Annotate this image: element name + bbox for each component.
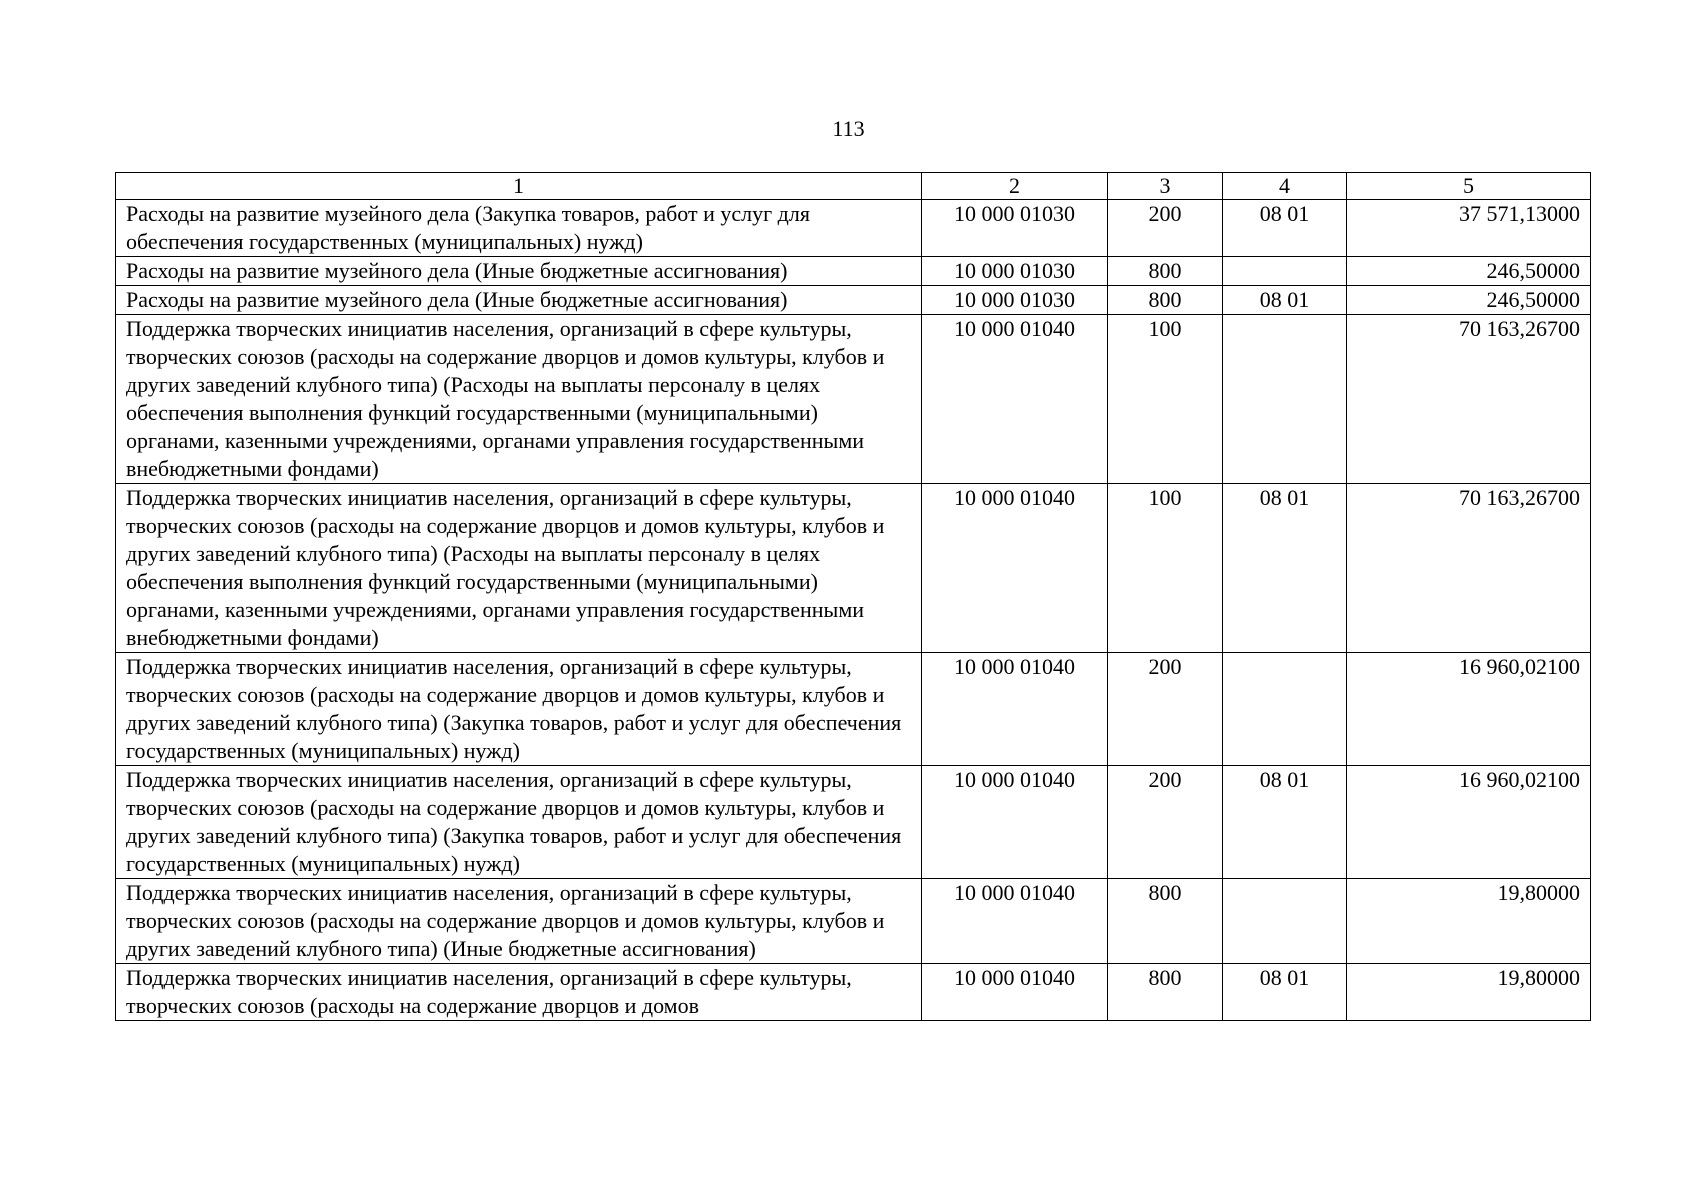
expense-name: Расходы на развитие музейного дела (Иные бюджетные ассигнования) [116, 286, 922, 315]
amount: 16 960,02100 [1347, 653, 1591, 766]
amount: 246,50000 [1347, 257, 1591, 286]
expense-type: 800 [1108, 879, 1223, 964]
target-code: 10 000 01030 [922, 257, 1108, 286]
expense-type: 200 [1108, 653, 1223, 766]
table-row [116, 484, 1591, 653]
header-col-3: 3 [1108, 173, 1223, 200]
expense-type: 200 [1108, 200, 1223, 257]
expense-name: Поддержка творческих инициатив населения, организаций в сфере культуры, творческих союзов (расходы на содержание дворцов и домов культуры, клубов и других заведений клубного типа) (Иные бюджетные ассигнования) [116, 879, 922, 964]
expense-type: 800 [1108, 286, 1223, 315]
header-col-1: 1 [116, 173, 922, 200]
target-code: 10 000 01040 [922, 653, 1108, 766]
expense-name: Поддержка творческих инициатив населения, организаций в сфере культуры, творческих союзов (расходы на содержание дворцов и домов культуры, клубов и других заведений клубного типа) (Расходы на выплаты персоналу в целях обеспечения выполнения функций государственными (муниципальными) органами, казенными учреждениями, органами управления государственными внебюджетными фондами) [116, 315, 922, 484]
expense-name: Поддержка творческих инициатив населения, организаций в сфере культуры, творческих союзов (расходы на содержание дворцов и домов культуры, клубов и других заведений клубного типа) (Закупка товаров, работ и услуг для обеспечения государственных (муниципальных) нужд) [116, 766, 922, 879]
expense-name: Поддержка творческих инициатив населения, организаций в сфере культуры, творческих союзов (расходы на содержание дворцов и домов [116, 964, 922, 1021]
section-code [1223, 257, 1347, 286]
expense-name: Поддержка творческих инициатив населения, организаций в сфере культуры, творческих союзов (расходы на содержание дворцов и домов культуры, клубов и других заведений клубного типа) (Закупка товаров, работ и услуг для обеспечения государственных (муниципальных) нужд) [116, 653, 922, 766]
target-code: 10 000 01030 [922, 286, 1108, 315]
expense-name: Расходы на развитие музейного дела (Закупка товаров, работ и услуг для обеспечения государственных (муниципальных) нужд) [116, 200, 922, 257]
expense-type: 800 [1108, 257, 1223, 286]
amount: 16 960,02100 [1347, 766, 1591, 879]
expense-name: Поддержка творческих инициатив населения, организаций в сфере культуры, творческих союзов (расходы на содержание дворцов и домов культуры, клубов и других заведений клубного типа) (Расходы на выплаты персоналу в целях обеспечения выполнения функций государственными (муниципальными) органами, казенными учреждениями, органами управления государственными внебюджетными фондами) [116, 484, 922, 653]
target-code: 10 000 01030 [922, 200, 1108, 257]
section-code: 08 01 [1223, 766, 1347, 879]
expense-type: 100 [1108, 484, 1223, 653]
table-row [116, 315, 1591, 484]
header-col-5: 5 [1347, 173, 1591, 200]
table-row [116, 286, 1591, 315]
target-code: 10 000 01040 [922, 766, 1108, 879]
expense-name: Расходы на развитие музейного дела (Иные бюджетные ассигнования) [116, 257, 922, 286]
table-row [116, 964, 1591, 1021]
target-code: 10 000 01040 [922, 964, 1108, 1021]
table-row [116, 879, 1591, 964]
table-row [116, 200, 1591, 257]
amount: 19,80000 [1347, 879, 1591, 964]
section-code: 08 01 [1223, 484, 1347, 653]
amount: 70 163,26700 [1347, 315, 1591, 484]
expense-type: 200 [1108, 766, 1223, 879]
target-code: 10 000 01040 [922, 879, 1108, 964]
section-code: 08 01 [1223, 964, 1347, 1021]
expense-type: 800 [1108, 964, 1223, 1021]
target-code: 10 000 01040 [922, 484, 1108, 653]
header-col-2: 2 [922, 173, 1108, 200]
table-row [116, 766, 1591, 879]
table-row [116, 257, 1591, 286]
section-code [1223, 879, 1347, 964]
amount: 70 163,26700 [1347, 484, 1591, 653]
section-code: 08 01 [1223, 200, 1347, 257]
amount: 37 571,13000 [1347, 200, 1591, 257]
header-col-4: 4 [1223, 173, 1347, 200]
section-code [1223, 653, 1347, 766]
section-code [1223, 315, 1347, 484]
budget-table [115, 172, 1591, 1021]
header-row [116, 173, 1591, 200]
table-row [116, 653, 1591, 766]
section-code: 08 01 [1223, 286, 1347, 315]
page-number: 113 [832, 116, 865, 141]
expense-type: 100 [1108, 315, 1223, 484]
target-code: 10 000 01040 [922, 315, 1108, 484]
amount: 246,50000 [1347, 286, 1591, 315]
amount: 19,80000 [1347, 964, 1591, 1021]
